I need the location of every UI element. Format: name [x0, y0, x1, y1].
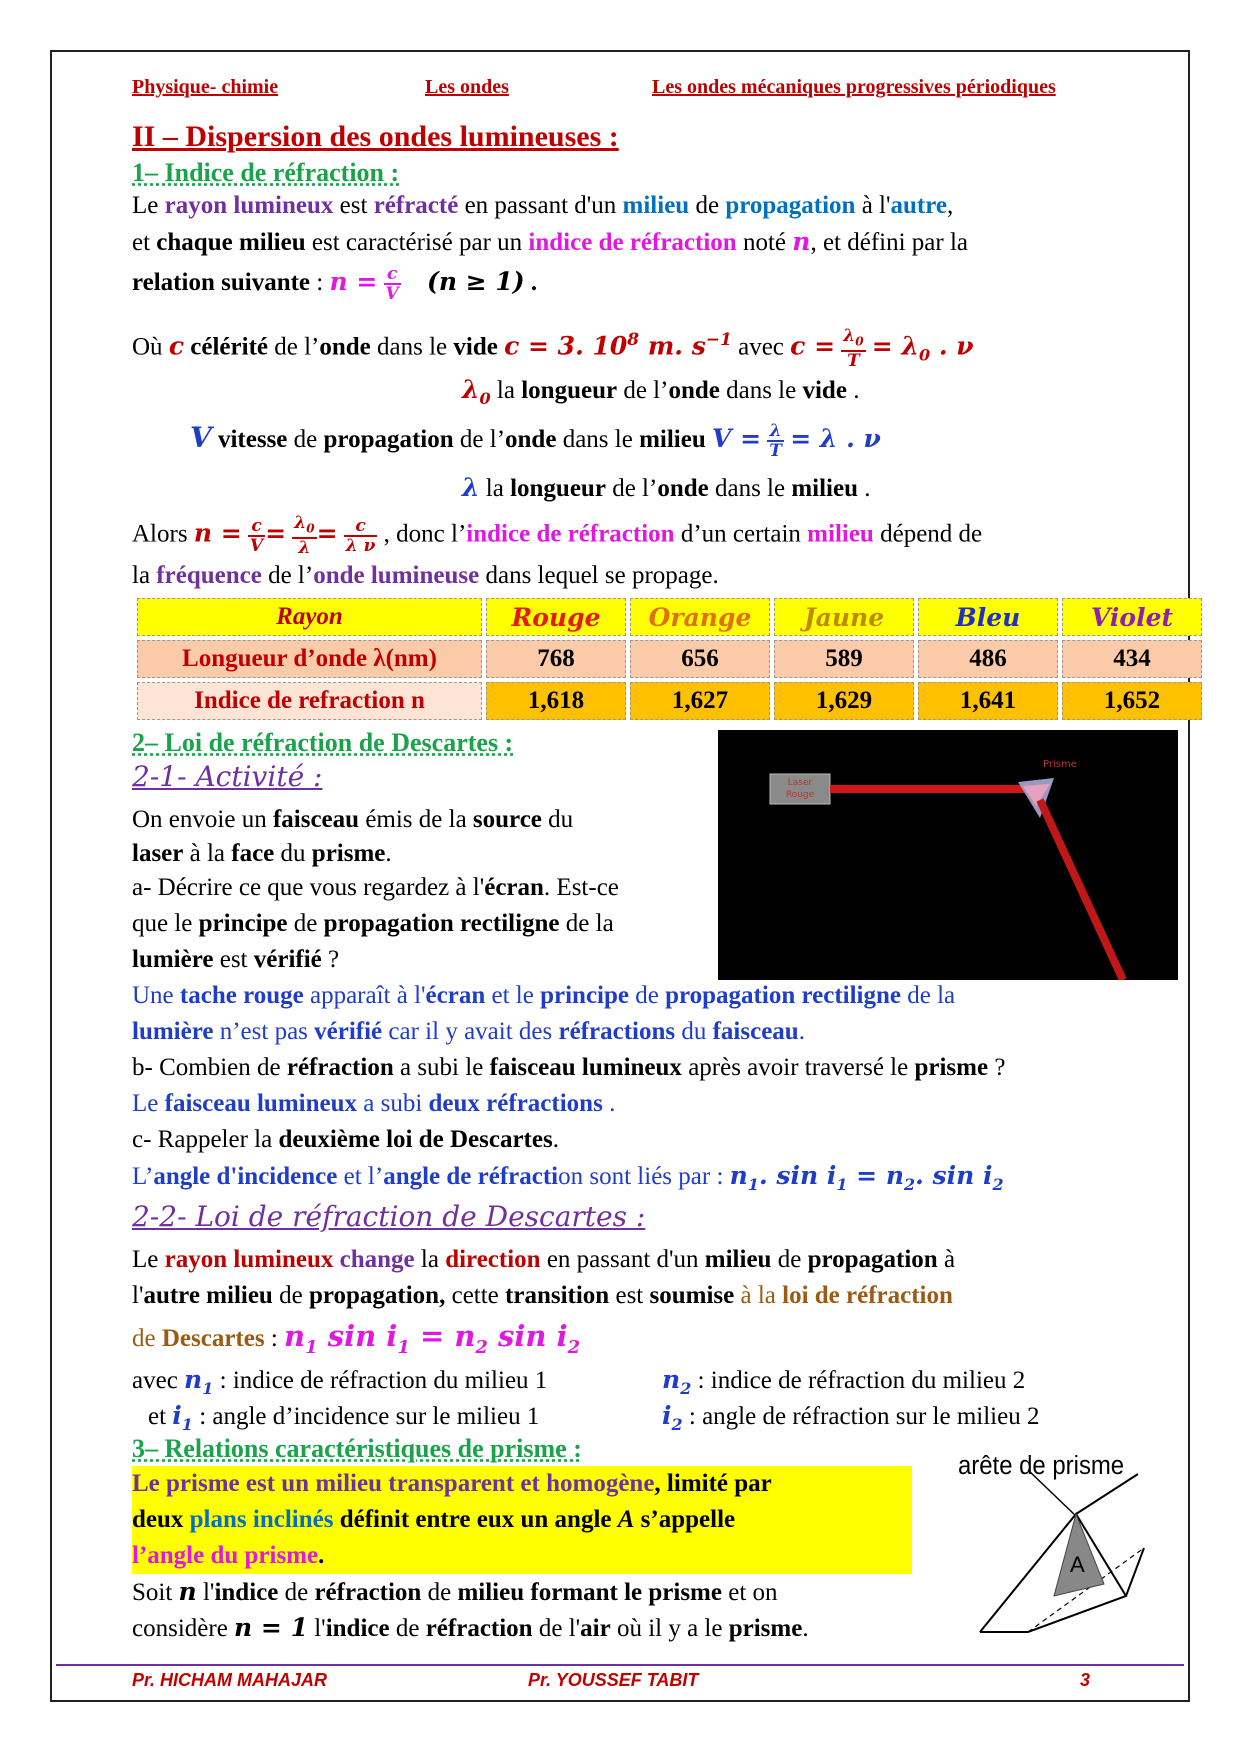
law-line-3: de Descartes : $n_1$ $\sin i_1 = n_2$ $\sin i_2$ — [132, 1319, 581, 1358]
prism-back-edge — [1126, 1548, 1144, 1596]
answer-a-line-2: lumière n’est pas vérifié car il y avait des réfractions du faisceau. — [132, 1018, 805, 1045]
law-line-2: l'autre milieu de propagation, cette transition est soumise à la loi de réfraction — [132, 1282, 953, 1309]
footer-author-left: Pr. HICHAM MAHAJAR — [132, 1670, 328, 1690]
definition-line-3: l’angle du prisme. — [132, 1542, 325, 1569]
table-row — [137, 640, 1202, 678]
table-cell: 1,629 — [774, 682, 914, 720]
activity-line-3: a- Décrire ce que vous regardez à l'écran. Est-ce — [132, 874, 619, 901]
footer-page-number: 3 — [1080, 1670, 1091, 1690]
footer-author-center: Pr. YOUSSEF TABIT — [528, 1670, 699, 1690]
answer-a-line-1: Une tache rouge apparaît à l'écran et le principe de propagation rectiligne de la — [132, 982, 956, 1009]
prism-label: Prisme — [1043, 759, 1077, 770]
table-color-orange: Orange — [630, 598, 770, 636]
activity-title: 2-1- Activité : — [132, 760, 323, 793]
header-chapter: Les ondes — [425, 76, 509, 98]
law-line-1: Le rayon lumineux change la direction en passant d'un milieu de propagation à — [132, 1246, 956, 1273]
table-color-rouge: Rouge — [486, 598, 626, 636]
activity-line-5: lumière est vérifié ? — [132, 946, 340, 973]
footer-rule — [56, 1664, 1184, 1666]
laser-prism-drawing — [718, 730, 1178, 980]
where-i2: $i_2$ : angle de réfraction sur le milieu 2 — [662, 1401, 1040, 1434]
table-row-label-index: Indice de refraction n — [137, 682, 482, 720]
prism-edge-caption: arête de prisme — [958, 1451, 1125, 1481]
prism-diagram — [958, 1448, 1148, 1644]
prism-line-2: considère n = 1 l'indice de réfraction de l'air où il y a le prisme. — [132, 1613, 809, 1642]
prism-line-1: Soit n l'indice de réfraction de milieu formant le prisme et on — [132, 1577, 778, 1606]
subsection-2-title: 2– Loi de réfraction de Descartes : — [132, 728, 514, 757]
subsection-3-title: 3– Relations caractéristiques de prisme : — [132, 1434, 582, 1463]
law-title: 2-2- Loi de réfraction de Descartes : — [132, 1200, 646, 1233]
table-cell: 589 — [774, 640, 914, 678]
table-cell: 1,627 — [630, 682, 770, 720]
table-cell: 768 — [486, 640, 626, 678]
laser-label-1: Laser — [787, 778, 813, 788]
section-title: II – Dispersion des ondes lumineuses : — [132, 120, 619, 153]
prism-angle-label: A — [1070, 1552, 1085, 1577]
s1-line-2: et chaque milieu est caractérisé par un indice de réfraction noté n, et défini par la — [132, 227, 969, 256]
table-row — [137, 682, 1202, 720]
s1-line-6: V vitesse de propagation de l’onde dans le milieu V = $\frac{\lambda}{T}$ = λ . ν — [190, 421, 881, 462]
activity-line-4: que le principe de propagation rectiligne de la — [132, 910, 614, 937]
where-n2: $n_2$ : indice de réfraction du milieu 2 — [662, 1365, 1026, 1398]
s1-line-9: la fréquence de l’onde lumineuse dans lequel se propage. — [132, 562, 719, 589]
header-lesson: Les ondes mécaniques progressives périodiques — [652, 76, 1056, 98]
table-cell: 656 — [630, 640, 770, 678]
table-header-row — [137, 598, 1202, 636]
question-b: b- Combien de réfraction a subi le faisceau lumineux après avoir traversé le prisme ? — [132, 1054, 1006, 1081]
header-subject: Physique- chimie — [132, 76, 279, 98]
refracted-beam — [1040, 800, 1123, 980]
s1-line-4: Où c célérité de l’onde dans le vide c = 3. $10^8$ m. $s^{-1}$ avec c = $\frac{\lambda_0}{T}$ = $\lambda_0$ . ν — [132, 325, 974, 372]
s1-line-1: Le rayon lumineux est réfracté en passant d'un milieu de propagation à l'autre, — [132, 192, 954, 219]
table-color-jaune: Jaune — [774, 598, 914, 636]
s1-line-7: λ la longueur de l’onde dans le milieu . — [462, 473, 871, 502]
where-i1: et $i_1$ : angle d’incidence sur le milieu 1 — [148, 1401, 540, 1434]
activity-line-1: On envoie un faisceau émis de la source du — [132, 806, 574, 833]
answer-b: Le faisceau lumineux a subi deux réfractions . — [132, 1090, 616, 1117]
fraction-c-over-V: $\frac{c}{V}$ — [385, 264, 399, 305]
definition-line-2: deux plans inclinés définit entre eux un angle A s’appelle — [132, 1506, 736, 1533]
laser-prism-figure — [718, 730, 1178, 980]
dispersion-table — [133, 594, 1206, 724]
table-cell: 1,641 — [918, 682, 1058, 720]
table-row-label-wavelength: Longueur d’onde λ(nm) — [137, 640, 482, 678]
prism-drawing — [958, 1448, 1148, 1644]
where-n1: avec $n_1$ : indice de réfraction du milieu 1 — [132, 1365, 548, 1398]
table-cell: 1,618 — [486, 682, 626, 720]
s1-line-8: Alors n = $\frac{c}{V}$ = $\frac{\lambda_0}{\lambda}$ = $\frac{c}{\text{λ ν}}$ , donc l’indice de réfraction d’un certain milieu dépend de — [132, 513, 983, 559]
activity-line-2: laser à la face du prisme. — [132, 840, 392, 867]
incident-beam — [830, 785, 1030, 793]
table-color-bleu: Bleu — [918, 598, 1058, 636]
definition-line-1: Le prisme est un milieu transparent et homogène, limité par — [132, 1470, 772, 1497]
table-cell: 1,652 — [1062, 682, 1202, 720]
subsection-1-title: 1– Indice de réfraction : — [132, 158, 400, 187]
s1-line-3: relation suivante : n = $\frac{c}{V}$ (n ≥ 1) . — [132, 264, 538, 305]
laser-label-2: Rouge — [785, 790, 815, 800]
answer-c: L’angle d'incidence et l’angle de réfraction sont liés par : $n_1$. $\sin i_1 = n_2$. $\sin i_2$ — [132, 1161, 1004, 1194]
question-c: c- Rappeler la deuxième loi de Descartes. — [132, 1126, 559, 1153]
s1-line-5: $\lambda_0$ la longueur de l’onde dans le vide . — [462, 375, 860, 408]
table-color-violet: Violet — [1062, 598, 1202, 636]
table-cell: 486 — [918, 640, 1058, 678]
table-cell: 434 — [1062, 640, 1202, 678]
table-col-header: Rayon — [137, 598, 482, 636]
